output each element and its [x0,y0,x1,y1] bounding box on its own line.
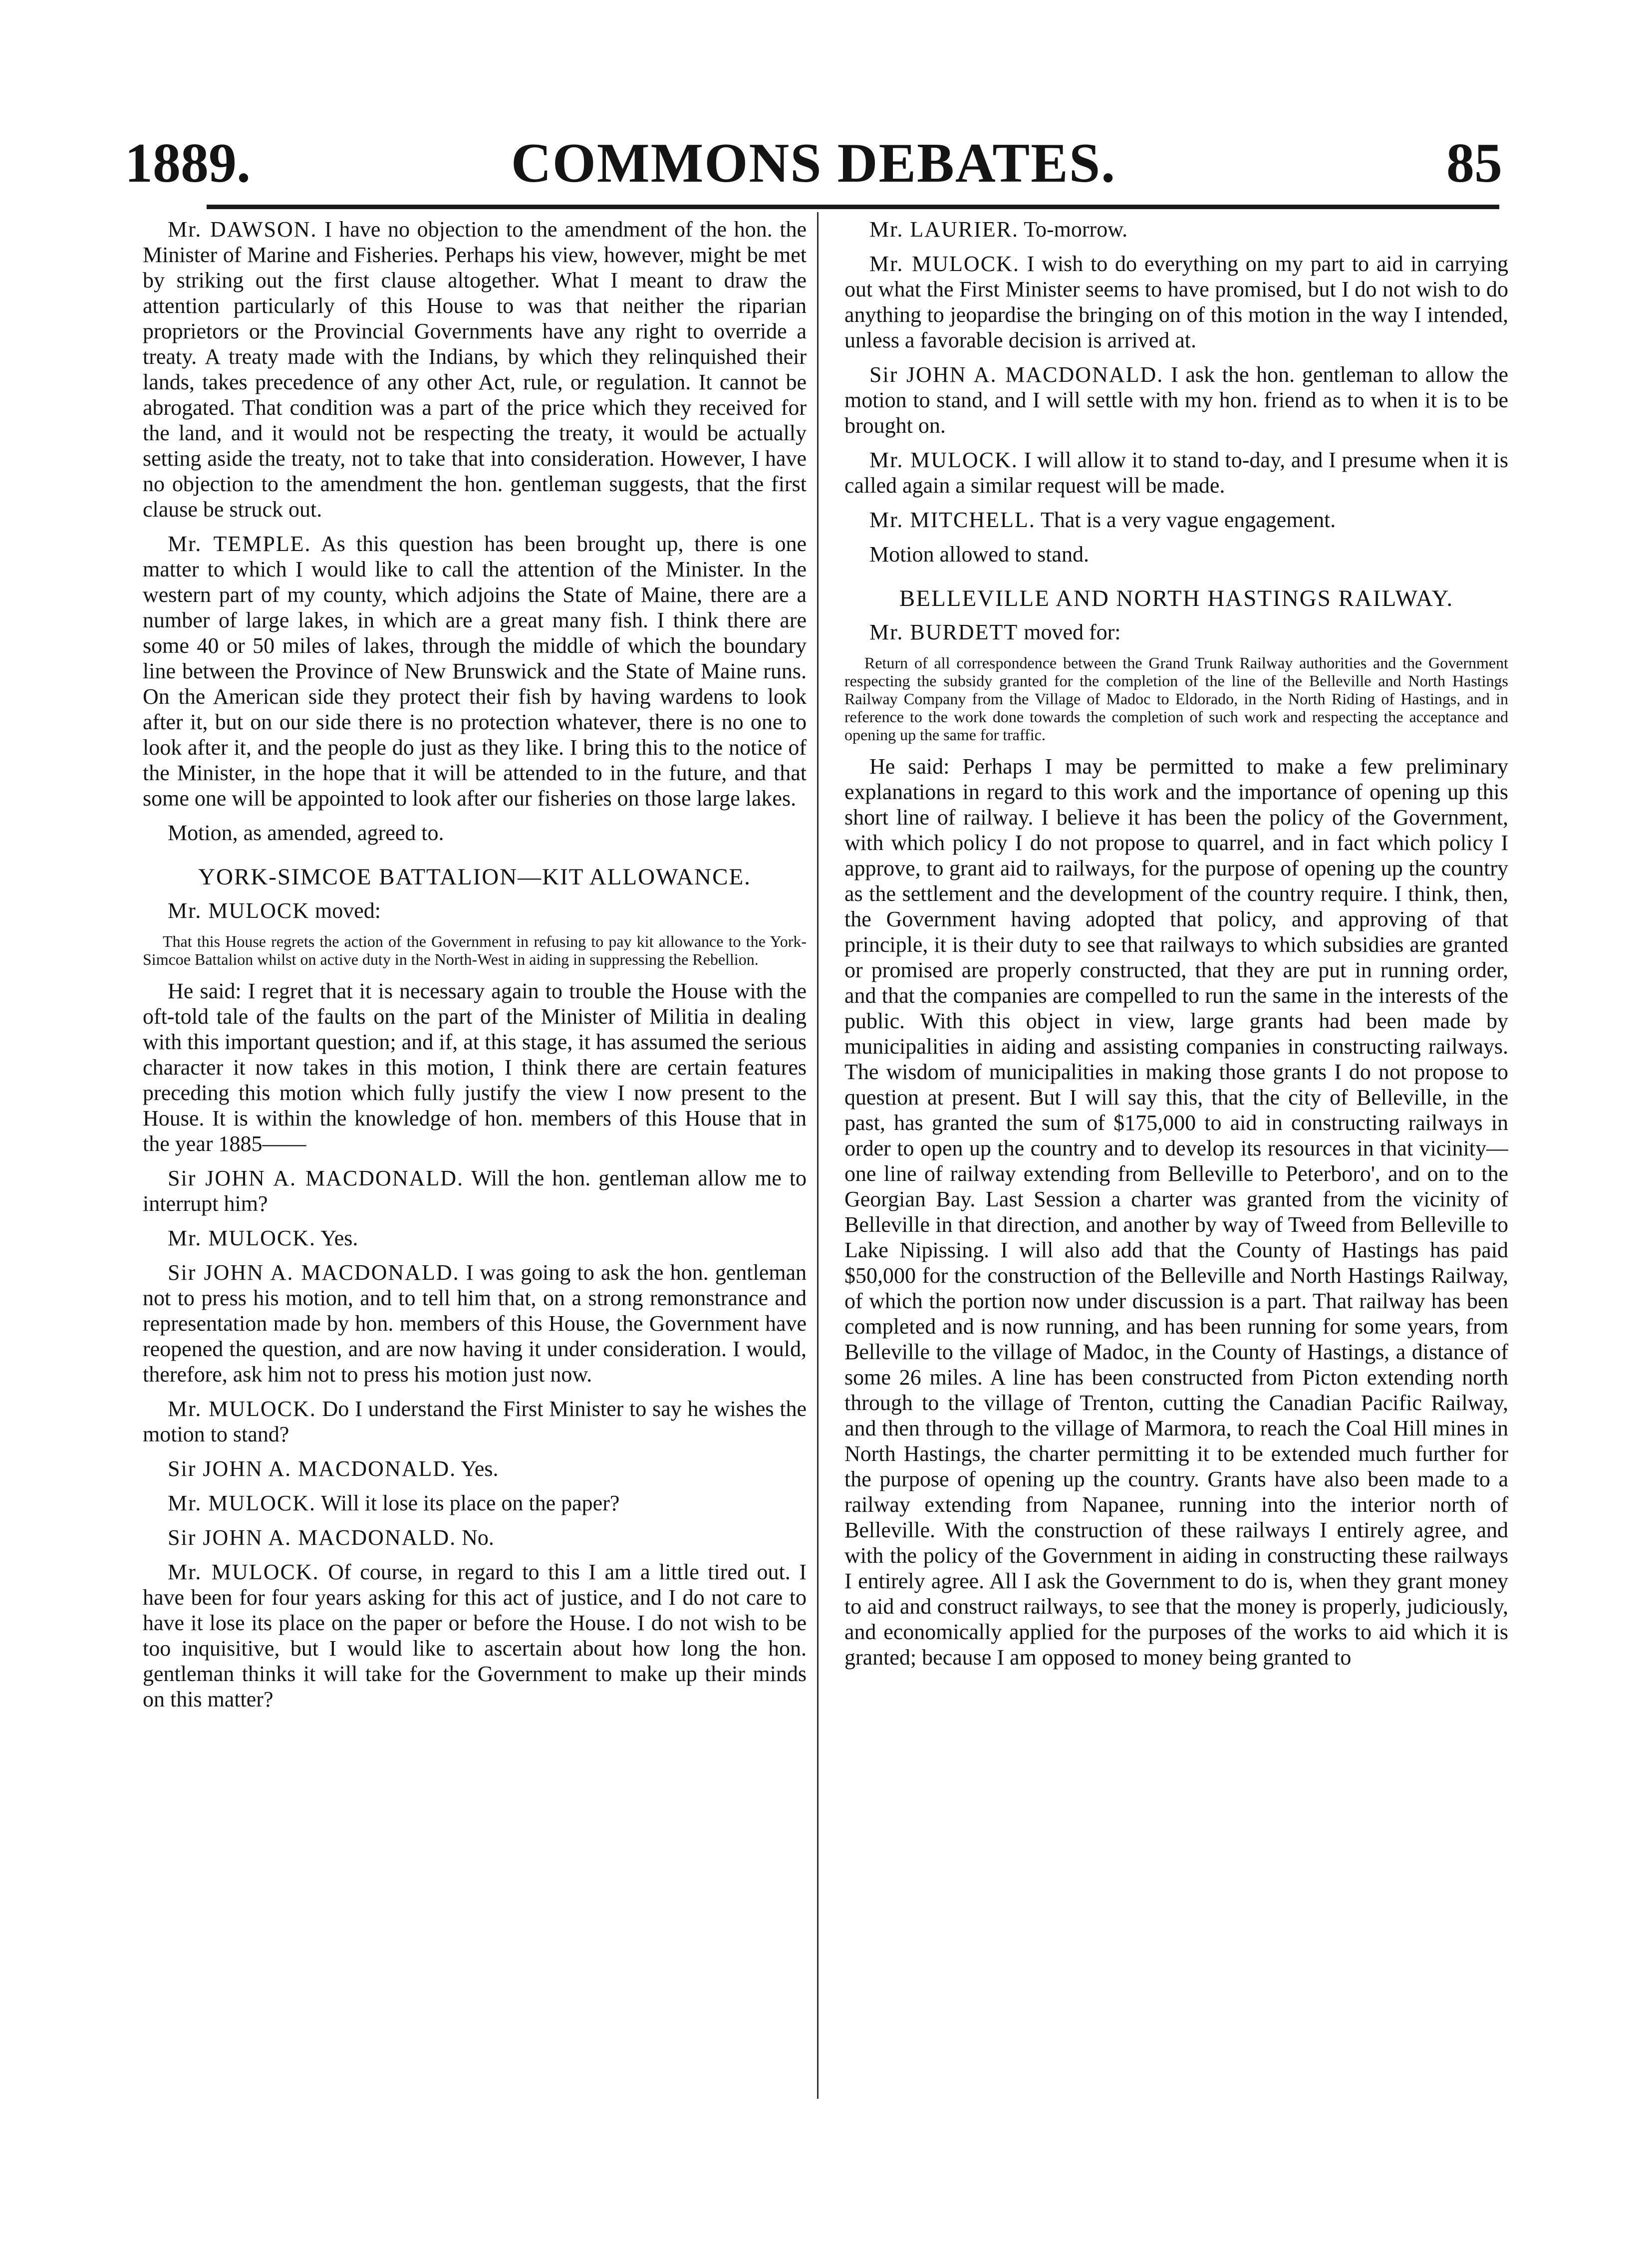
speech-mulock [844,447,1508,498]
speaker-name: Mr. MULOCK. [168,1226,316,1250]
left-column [143,217,807,2103]
speaker-name: Mr. DAWSON. [168,217,317,242]
header-page-number: 85 [1446,132,1502,194]
speaker-name: Sir JOHN A. MACDONALD. [869,362,1164,387]
speaker-name: Sir JOHN A. MACDONALD. [168,1525,457,1550]
speech-macdonald [844,362,1508,438]
speech-mulock [143,1559,807,1712]
speaker-name: Mr. BURDETT [869,620,1019,644]
speech-text: Do I understand the First Minister to say he wishes the motion to stand? [143,1397,807,1446]
speech-macdonald [143,1456,807,1481]
speech-burdett-he-said: He said: Perhaps I may be permitted to make a few preliminary explanations in regard to this work and the importance of opening up this short line of railway. I believe it has been the policy of the Government, with which policy I do not propose to quarrel, and in fact which policy I approve, to grant aid to railways, for the purpose of opening up the country as the settlement and the development of the country require. I think, then, the Government having adopted that policy, and approving of that principle, it is their duty to see that railways to which subsidies are granted or promised are properly constructed, that they are put in running order, and that the companies are compelled to run the same in the interests of the public. With this object in view, large grants had been made by municipalities in aiding and assisting companies in constructing railways. The wisdom of municipalities in making those grants I do not propose to question at present. But I will say this, that the city of Belleville, in the past, has granted the sum of $175,000 to aid in constructing railways in order to open up the country and to develop its resources in that vicinity—one line of railway extending from Belleville to Peterboro', and on to the Georgian Bay. Last Session a charter was granted from the vicinity of Belleville in that direction, and another by way of Tweed from Belleville to Lake Nipissing. I will also add that the County of Hastings has paid $50,000 for the construction of the Belleville and North Hastings Railway, of which the portion now under discussion is a part. That railway has been completed and is now running, and has been running for some years, from Belleville to the village of Madoc, in the County of Hastings, a distance of some 26 miles. A line has been constructed from Picton extending north through to the village of Trenton, cutting the Canadian Pacific Railway, and then through to the village of Marmora, to reach the Coal Hill mines in North Hastings, the charter permitting it to be extended much further for the purpose of opening up the country. Grants have also been made to a railway extending from Napanee, running into the interior north of Belleville. With the construction of these railways I entirely agree, and with the policy of the Government in aiding in constructing these railways I entirely agree. All I ask the Government to do is, when they grant money to aid and construct railways, to see that the money is properly, judiciously, and economically applied for the purposes of the works to aid which it is granted; because I am opposed to money being granted to [844,754,1508,1670]
speaker-name: Sir JOHN A. MACDONALD. [168,1456,457,1481]
speech-macdonald [143,1260,807,1387]
speech-mulock-he-said: He said: I regret that it is necessary again to trouble the House with the oft-told tale of the faults on the part of the Minister of Militia in dealing with this important question; and if, at this stage, it has assumed the serious character it now takes in this motion, I think there are certain features preceding this motion which fully justify the view I now present to the House. It is within the knowledge of hon. members of this House that in the year 1885—— [143,979,807,1156]
speech-laurier [844,217,1508,242]
return-quote: Return of all correspondence between the Grand Trunk Railway authorities and the Government respecting the subsidy granted for the completion of the line of the Belleville and North Hastings Railway Company from the Village of Madoc to Eldorado, in the North Riding of Hastings, and in reference to the work done towards the completion of such work and respecting the acceptance and opening up the same for traffic. [844,654,1508,744]
speech-text: To-morrow. [1024,217,1128,242]
speech-text: I have no objection to the amendment of the hon. the Minister of Marine and Fisheries. Perhaps his view, however, might be met by striking out the first clause altogether. What I meant to draw the attention particularly of this House to was that neither the riparian proprietors or the Provincial Governments have any right to override a treaty. A treaty made with the Indians, by which they relinquished their lands, takes precedence of any other Act, rule, or regulation. It cannot be abrogated. That condition was a part of the price which they received for the land, and it would not be respecting the treaty, it would be actually setting aside the treaty, not to take that into consideration. However, I have no objection to the amendment the hon. gentleman suggests, that the first clause be struck out. [143,217,807,522]
speech-text: As this question has been brought up, there is one matter to which I would like to call the attention of the Minister. In the western part of my county, which adjoins the State of Maine, there are a number of large lakes, in which are a great many fish. I think there are some 40 or 50 miles of lakes, through the middle of which the boundary line between the Province of New Brunswick and the State of Maine runs. On the American side they protect their fish by having wardens to look after it, but on our side there is no protection whatever, there is no one to look after it, and the people do just as they like. I bring this to the notice of the Minister, in the hope that it will be attended to in the future, and that some one will be appointed to look after our fisheries on those large lakes. [143,532,807,811]
speaker-name: Mr. MULOCK. [168,1491,316,1515]
speech-mulock [844,251,1508,353]
speaker-name: Mr. MITCHELL. [869,508,1036,532]
speaker-name: Mr. MULOCK [168,898,310,923]
speaker-name: Mr. MULOCK. [869,448,1018,472]
header-rule [207,205,1499,209]
speech-text: Yes. [461,1456,499,1481]
speech-mulock [143,1396,807,1447]
speech-text: I will allow it to stand to-day, and I presume when it is called again a similar request will be made. [844,448,1508,498]
speech-burdett-moved [844,619,1508,645]
speaker-name: Mr. MULOCK. [168,1560,319,1584]
speech-text: No. [462,1525,494,1550]
speaker-name: Mr. TEMPLE. [168,532,311,556]
speech-text: Will the hon. gentleman allow me to interrupt him? [143,1166,807,1216]
speech-mulock-moved [143,898,807,923]
header-title: COMMONS DEBATES. [511,132,1116,194]
header-year: 1889. [125,132,251,194]
speech-text: I ask the hon. gentleman to allow the motion to stand, and I will settle with my hon. friend as to when it is to be brought on. [844,362,1508,438]
speech-text: Yes. [320,1226,358,1250]
speaker-name: Sir JOHN A. MACDONALD. [168,1260,460,1285]
speech-text: Of course, in regard to this I am a little tired out. I have been for four years asking for this act of justice, and I do not care to have it lose its place on the paper or before the House. I do not wish to be too inquisitive, but I would like to ascertain about how long the hon. gentleman thinks it will take for the Government to make up their minds on this matter? [143,1560,807,1711]
speech-mulock [143,1225,807,1251]
motion-agreed: Motion, as amended, agreed to. [168,821,444,845]
section-heading-railway: BELLEVILLE AND NORTH HASTINGS RAILWAY. [899,585,1454,611]
speaker-name: Mr. LAURIER. [869,217,1019,242]
speech-text: That is a very vague engagement. [1040,508,1336,532]
speech-text: I was going to ask the hon. gentleman not to press his motion, and to tell him that, on a strong remonstrance and representation made by hon. members of this House, the Government have reopened the question, and are now having it under consideration. I would, therefore, ask him not to press his motion just now. [143,1260,807,1387]
speech-text: moved: [315,898,381,923]
speech-text: moved for: [1024,620,1121,644]
speech-mitchell [844,507,1508,533]
speech-macdonald [143,1525,807,1550]
motion-quote: That this House regrets the action of the Government in refusing to pay kit allowance to the York-Simcoe Battalion whilst on active duty in the North-West in aiding in suppressing the Rebellion. [143,932,807,968]
right-column [844,217,1508,2103]
speaker-name: Sir JOHN A. MACDONALD. [168,1166,464,1190]
motion-allowed: Motion allowed to stand. [869,542,1089,566]
column-divider [817,212,819,2099]
speech-text: I wish to do everything on my part to aid in carrying out what the First Minister seems to have promised, but I do not wish to do anything to jeopardise the bringing on of this motion in the way I intended, unless a favorable decision is arrived at. [844,252,1508,352]
speaker-name: Mr. MULOCK. [869,252,1020,276]
speech-text: Will it lose its place on the paper? [321,1491,620,1515]
section-heading-kit-allowance: YORK-SIMCOE BATTALION—KIT ALLOWANCE. [198,864,751,890]
speaker-name: Mr. MULOCK. [168,1397,316,1421]
speech-macdonald [143,1165,807,1216]
speech-mulock [143,1490,807,1516]
speech-dawson [143,217,807,522]
page-header [125,131,1502,196]
speech-temple [143,531,807,811]
